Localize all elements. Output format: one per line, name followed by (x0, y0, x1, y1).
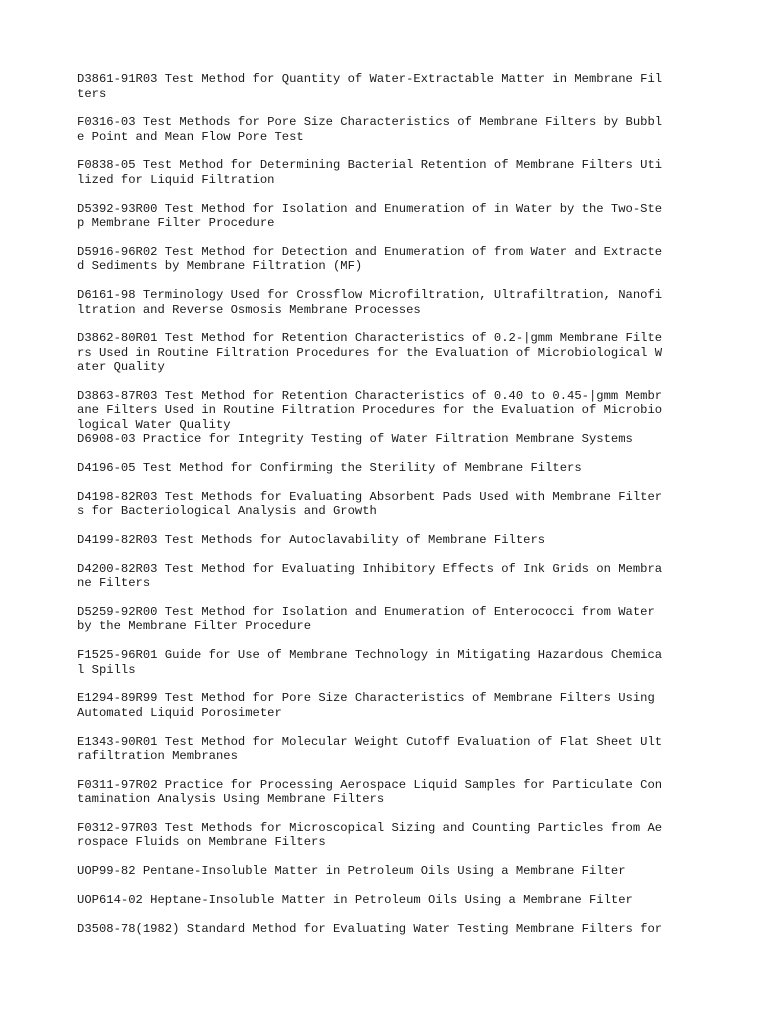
entry-text-line: ltration and Reverse Osmosis Membrane Processes (77, 302, 421, 317)
entry-text-line: e Point and Mean Flow Pore Test (77, 129, 304, 144)
entry-text-line: l Spills (77, 662, 136, 677)
entry-text-line: lized for Liquid Filtration (77, 172, 275, 187)
entry-text-line: D4200-82R03 Test Method for Evaluating Inhibitory Effects of Ink Grids on Membra (77, 561, 663, 576)
entry-text-line: F0838-05 Test Method for Determining Bacterial Retention of Membrane Filters Uti (77, 158, 663, 173)
entry-text-line: p Membrane Filter Procedure (77, 216, 275, 231)
entry-text-line: D4199-82R03 Test Methods for Autoclavability of Membrane Filters (77, 533, 546, 547)
entry-text-line: D6161-98 Terminology Used for Crossflow Microfiltration, Ultrafiltration, Nanofi (77, 288, 663, 302)
entry-text-line: F1525-96R01 Guide for Use of Membrane Technology in Mitigating Hazardous Chemica (77, 648, 663, 663)
entry-text-line: s for Bacteriological Analysis and Growth (77, 504, 377, 519)
entry-text-line: D4196-05 Test Method for Confirming the Sterility of Membrane Filters (77, 461, 582, 476)
entry-text-line: E1294-89R99 Test Method for Pore Size Characteristics of Membrane Filters Using (77, 691, 655, 706)
entry-text-line: d Sediments by Membrane Filtration (MF) (77, 259, 363, 274)
entry-text-line: D5259-92R00 Test Method for Isolation and Enumeration of Enterococci from Water (77, 604, 655, 619)
entry-text-line: F0316-03 Test Methods for Pore Size Characteristics of Membrane Filters by Bubbl (77, 115, 663, 130)
entry-text-line: F0311-97R02 Practice for Processing Aerospace Liquid Samples for Particulate Con (77, 777, 663, 792)
entry-text-line: D3861-91R03 Test Method for Quantity of Water-Extractable Matter in Membrane Fil (77, 72, 663, 86)
entry-text-line: tamination Analysis Using Membrane Filters (77, 792, 385, 807)
entry-text-line: logical Water Quality (77, 417, 231, 432)
entry-text-line: Automated Liquid Porosimeter (77, 705, 282, 720)
entry-text-line: UOP614-02 Heptane-Insoluble Matter in Petroleum Oils Using a Membrane Filter (77, 892, 633, 907)
entry-text-line: ane Filters Used in Routine Filtration Procedures for the Evaluation of Microbio (77, 403, 663, 418)
entry-text-line: D5392-93R00 Test Method for Isolation and Enumeration of in Water by the Two-Ste (77, 201, 663, 216)
entry-text-line: ater Quality (77, 360, 165, 375)
entry-text-line: rafiltration Membranes (77, 749, 238, 763)
entry-text-line: rs Used in Routine Filtration Procedures for the Evaluation of Microbiological W (77, 345, 663, 360)
entry-text-line: D6908-03 Practice for Integrity Testing of Water Filtration Membrane Systems (77, 432, 633, 447)
entry-text-line: D5916-96R02 Test Method for Detection and Enumeration of from Water and Extracte (77, 244, 663, 259)
entry-text-line: D3862-80R01 Test Method for Retention Characteristics of 0.2-|gmm Membrane Filte (77, 331, 663, 346)
entry-text-line: ne Filters (77, 576, 151, 591)
entry-text-line: F0312-97R03 Test Methods for Microscopical Sizing and Counting Particles from Ae (77, 820, 663, 835)
entry-text-line: D4198-82R03 Test Methods for Evaluating Absorbent Pads Used with Membrane Filter (77, 489, 663, 504)
entry-text-line: D3863-87R03 Test Method for Retention Characteristics of 0.40 to 0.45-|gmm Membr (77, 388, 663, 403)
entry-text-line: E1343-90R01 Test Method for Molecular Weight Cutoff Evaluation of Flat Sheet Ult (77, 734, 663, 749)
entry-text-line: ters (77, 86, 107, 101)
entry-text-line: by the Membrane Filter Procedure (77, 619, 312, 634)
entry-text-line: rospace Fluids on Membrane Filters (77, 835, 326, 850)
entry-text-line: UOP99-82 Pentane-Insoluble Matter in Petroleum Oils Using a Membrane Filter (77, 864, 626, 879)
entry-text-line: D3508-78(1982) Standard Method for Evaluating Water Testing Membrane Filters for (77, 921, 663, 936)
